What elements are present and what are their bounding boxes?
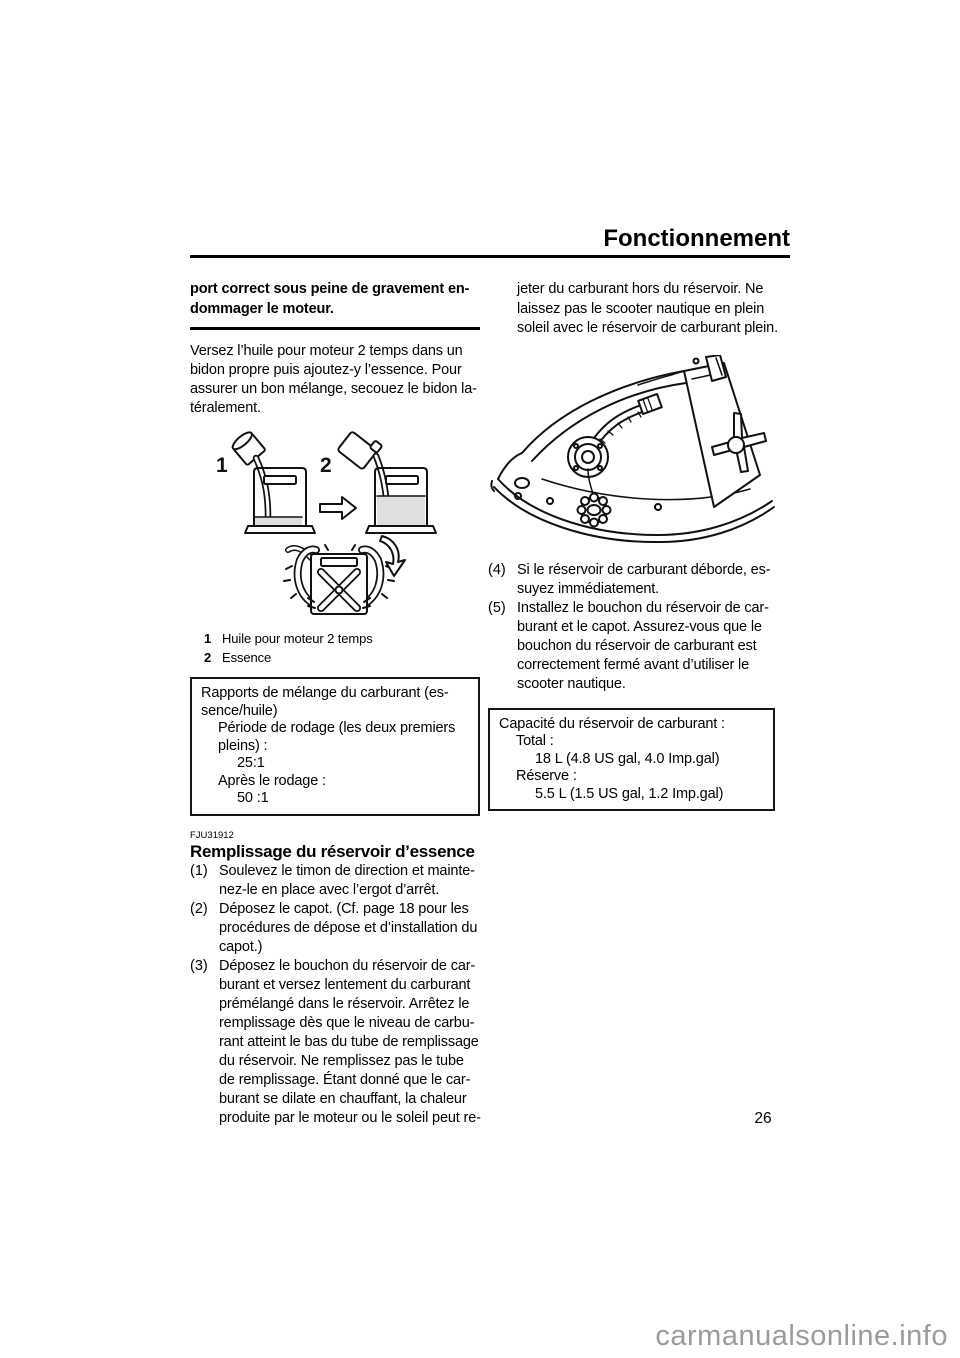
list-item-1-text: Soulevez le timon de direction et mainte- nez-le en place avec l’ergot d’arrêt. [219,862,475,898]
mixture-ratio-box [190,677,480,816]
box-line: Rapports de mélange du carburant (es- [201,685,449,701]
list-item-4-number: (4) [488,561,506,578]
list-item-4-text: Si le réservoir de carburant déborde, es- suyez immédiatement. [517,561,771,597]
intro-paragraph: Versez l’huile pour moteur 2 temps dans un bidon propre puis ajoutez-y l’essence. Pour assurer un bon mélange, secouez le bidon la- téralement. [190,343,477,416]
caption-gasoline-number: 2 [204,650,212,665]
watermark: carmanualsonline.info [655,1320,948,1352]
two-column-layout [190,280,790,1128]
box-line: Période de rodage (les deux premiers [218,720,456,736]
page-number: 26 [754,1110,772,1127]
figure-label-oil: 1 [216,454,228,477]
box-line: Après le rodage : [218,772,326,789]
right-column [488,280,790,1128]
box-line: 50 :1 [237,790,269,806]
box-line: Capacité du réservoir de carburant : [499,715,725,732]
page-title: Fonctionnement [603,225,790,252]
fuel-filler-illustration [488,355,790,555]
box-line: Total : [516,733,554,749]
list-item-5-text: Installez le bouchon du réservoir de car- burant et le capot. Assurez-vous que le bouchon du réservoir de carburant est correctement fermé avant d’utiliser le scooter nautique. [517,599,769,692]
list-item-2-number: (2) [190,900,208,917]
list-item-2-text: Déposez le capot. (Cf. page 18 pour les procédures de dépose et d’installation du capot.) [219,900,478,955]
fuel-premix-illustration [208,426,480,627]
cross-handle-hub [728,437,744,453]
list-item-1 [190,862,480,900]
box-line: sence/huile) [201,702,278,719]
deck-panel [684,355,760,507]
arrow-right-icon [320,497,356,519]
list-item-4 [488,561,790,599]
box-line: 5.5 L (1.5 US gal, 1.2 Imp.gal) [535,785,724,802]
list-item-5-number: (5) [488,599,506,616]
jerrycan-step2-icon [366,468,436,533]
list-item-2 [190,900,480,957]
box-line: Réserve : [516,768,577,784]
section-code: FJU31912 [190,829,234,841]
box-line: 25:1 [237,755,265,771]
section-heading: Remplissage du réservoir d’essence [190,841,475,861]
jerrycan-step1-icon [245,468,315,533]
list-item-1-number: (1) [190,862,208,879]
caption-gasoline [204,648,480,667]
fuel-premix-drawing [208,426,438,622]
list-item-5 [488,599,790,694]
hose-fitting [638,394,662,414]
header-rule [190,255,790,258]
caption-oil-text: Huile pour moteur 2 temps [222,631,373,646]
continuation-paragraph: jeter du carburant hors du réservoir. Ne laissez pas le scooter nautique en plein soleil avec le réservoir de carburant plein. [517,281,778,336]
warning-text: port correct sous peine de gravement en- dommager le moteur. [190,280,480,330]
box-line: pleins) : [218,737,268,754]
list-item-3-text: Déposez le bouchon du réservoir de car- burant et versez lentement du carburant prémélangé dans le réservoir. Arrêtez le remplissage dès que le niveau de carbu- rant atteint le bas du tube de remplissage du réservoir. Ne remplissez pas le tube de remplissage. Étant donné que le car- burant se dilate en chauffant, la chaleur produite par le moteur ou le soleil peut re- [219,957,481,1126]
fuel-filler-drawing [488,355,778,550]
shaking-jerrycan-icon [284,536,405,614]
list-item-3-number: (3) [190,957,208,974]
page-content [190,226,790,1128]
caption-oil-number: 1 [204,631,212,646]
box-line: 18 L (4.8 US gal, 4.0 Imp.gal) [535,750,720,767]
caption-oil [204,629,480,648]
caption-gasoline-text: Essence [222,650,272,665]
fuel-cap-knob [578,493,611,526]
figure-label-gasoline: 2 [320,454,332,477]
left-column [190,280,480,1128]
list-item-3 [190,957,480,1128]
capacity-box [488,708,775,812]
right-list [488,561,790,694]
